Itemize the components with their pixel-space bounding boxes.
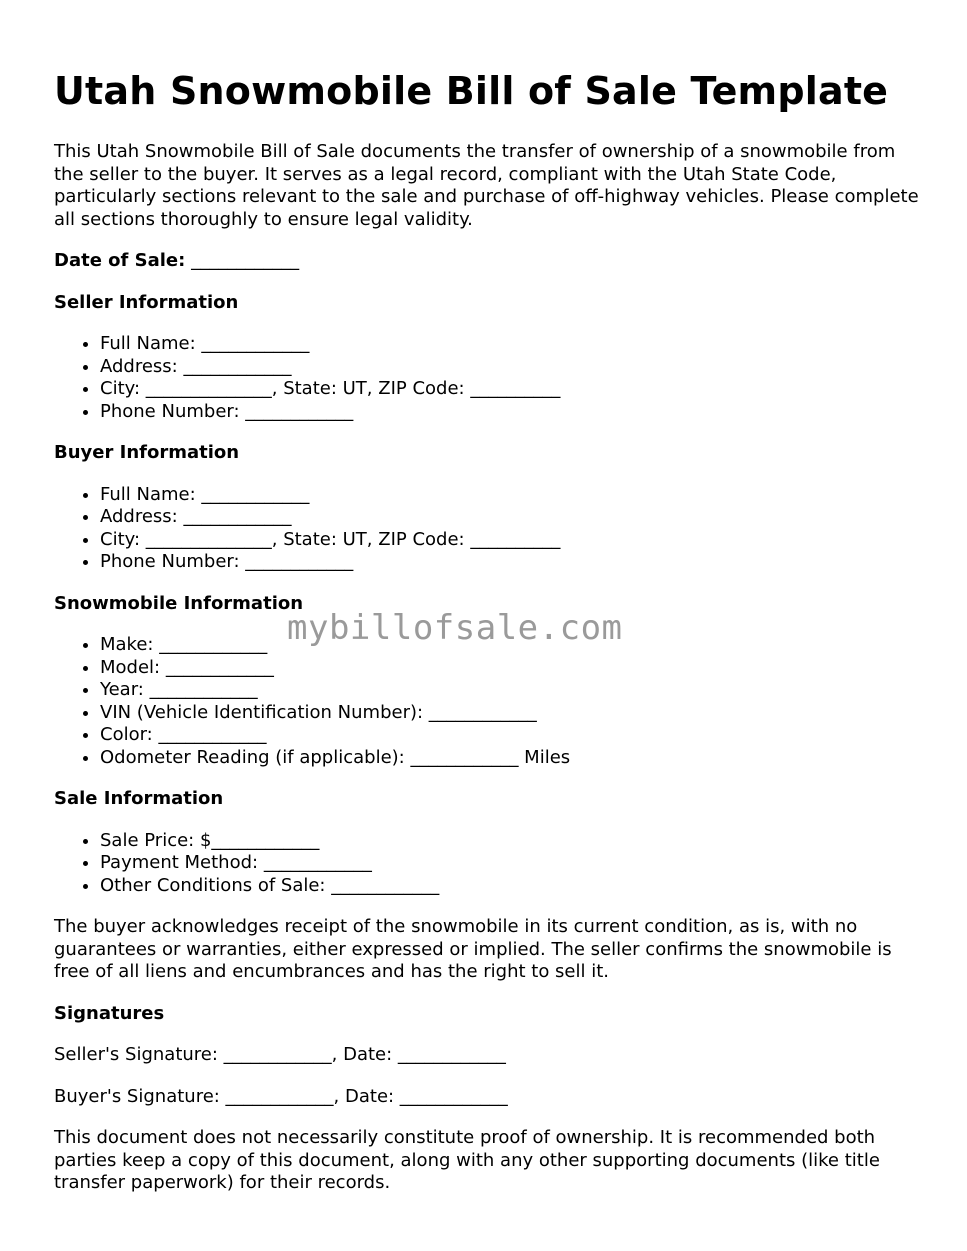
- buyer-signature-line: Buyer's Signature: ____________, Date: ____________: [54, 1085, 508, 1107]
- buyer-heading: Buyer Information: [54, 442, 240, 463]
- snowmobile-list: [54, 634, 922, 769]
- document-title: Utah Snowmobile Bill of Sale Template: [54, 69, 889, 113]
- snowmobile-odometer: • Odometer Reading (if applicable): ____________ Miles: [100, 747, 922, 770]
- seller-city-state-zip: • City: ______________, State: UT, ZIP Code: __________: [100, 378, 922, 401]
- snowmobile-make: • Make: ____________: [100, 634, 922, 657]
- sale-list: [54, 830, 922, 898]
- seller-address: • Address: ____________: [100, 356, 922, 379]
- sale-payment-method: • Payment Method: ____________: [100, 852, 922, 875]
- seller-phone: • Phone Number: ____________: [100, 401, 922, 424]
- seller-signature-line: Seller's Signature: ____________, Date: ____________: [54, 1044, 506, 1065]
- snowmobile-model: • Model: ____________: [100, 657, 922, 680]
- watermark-text: mybillofsale.com: [287, 608, 623, 648]
- date-of-sale-line: [54, 250, 922, 273]
- date-of-sale-label: Date of Sale:: [54, 250, 186, 271]
- buyer-city-state-zip: • City: ______________, State: UT, ZIP Code: __________: [100, 529, 922, 552]
- date-of-sale-blank: ____________: [191, 250, 300, 271]
- acknowledgment-paragraph: The buyer acknowledges receipt of the snowmobile in its current condition, as is, with no guarantees or warranties, either expressed or implied. The seller confirms the snowmobile is free of all liens and encumbrances and has the right to sell it.: [54, 916, 892, 982]
- snowmobile-color: • Color: ____________: [100, 724, 922, 747]
- seller-list: [54, 333, 922, 423]
- buyer-phone: • Phone Number: ____________: [100, 551, 922, 574]
- disclaimer-paragraph: This document does not necessarily constitute proof of ownership. It is recommended both parties keep a copy of this document, along with any other supporting documents (like title transfer paperwork) for their records.: [54, 1127, 880, 1193]
- intro-paragraph: This Utah Snowmobile Bill of Sale documents the transfer of ownership of a snowmobile from the seller to the buyer. It serves as a legal record, compliant with the Utah State Code, particularly sections relevant to the sale and purchase of off-highway vehicles. Please complete all sections thoroughly to ensure legal validity.: [54, 141, 919, 230]
- sale-other-conditions: • Other Conditions of Sale: ____________: [100, 875, 922, 898]
- buyer-address: • Address: ____________: [100, 506, 922, 529]
- seller-heading: Seller Information: [54, 291, 239, 313]
- snowmobile-vin: • VIN (Vehicle Identification Number): ____________: [100, 702, 922, 725]
- buyer-list: [54, 484, 922, 574]
- seller-full-name: • Full Name: ____________: [100, 333, 922, 356]
- signatures-heading: Signatures: [54, 1002, 165, 1024]
- buyer-full-name: • Full Name: ____________: [100, 484, 922, 507]
- snowmobile-heading: Snowmobile Information: [54, 592, 304, 614]
- sale-price: • Sale Price: $____________: [100, 830, 922, 853]
- sale-heading: Sale Information: [54, 788, 224, 809]
- snowmobile-year: • Year: ____________: [100, 679, 922, 702]
